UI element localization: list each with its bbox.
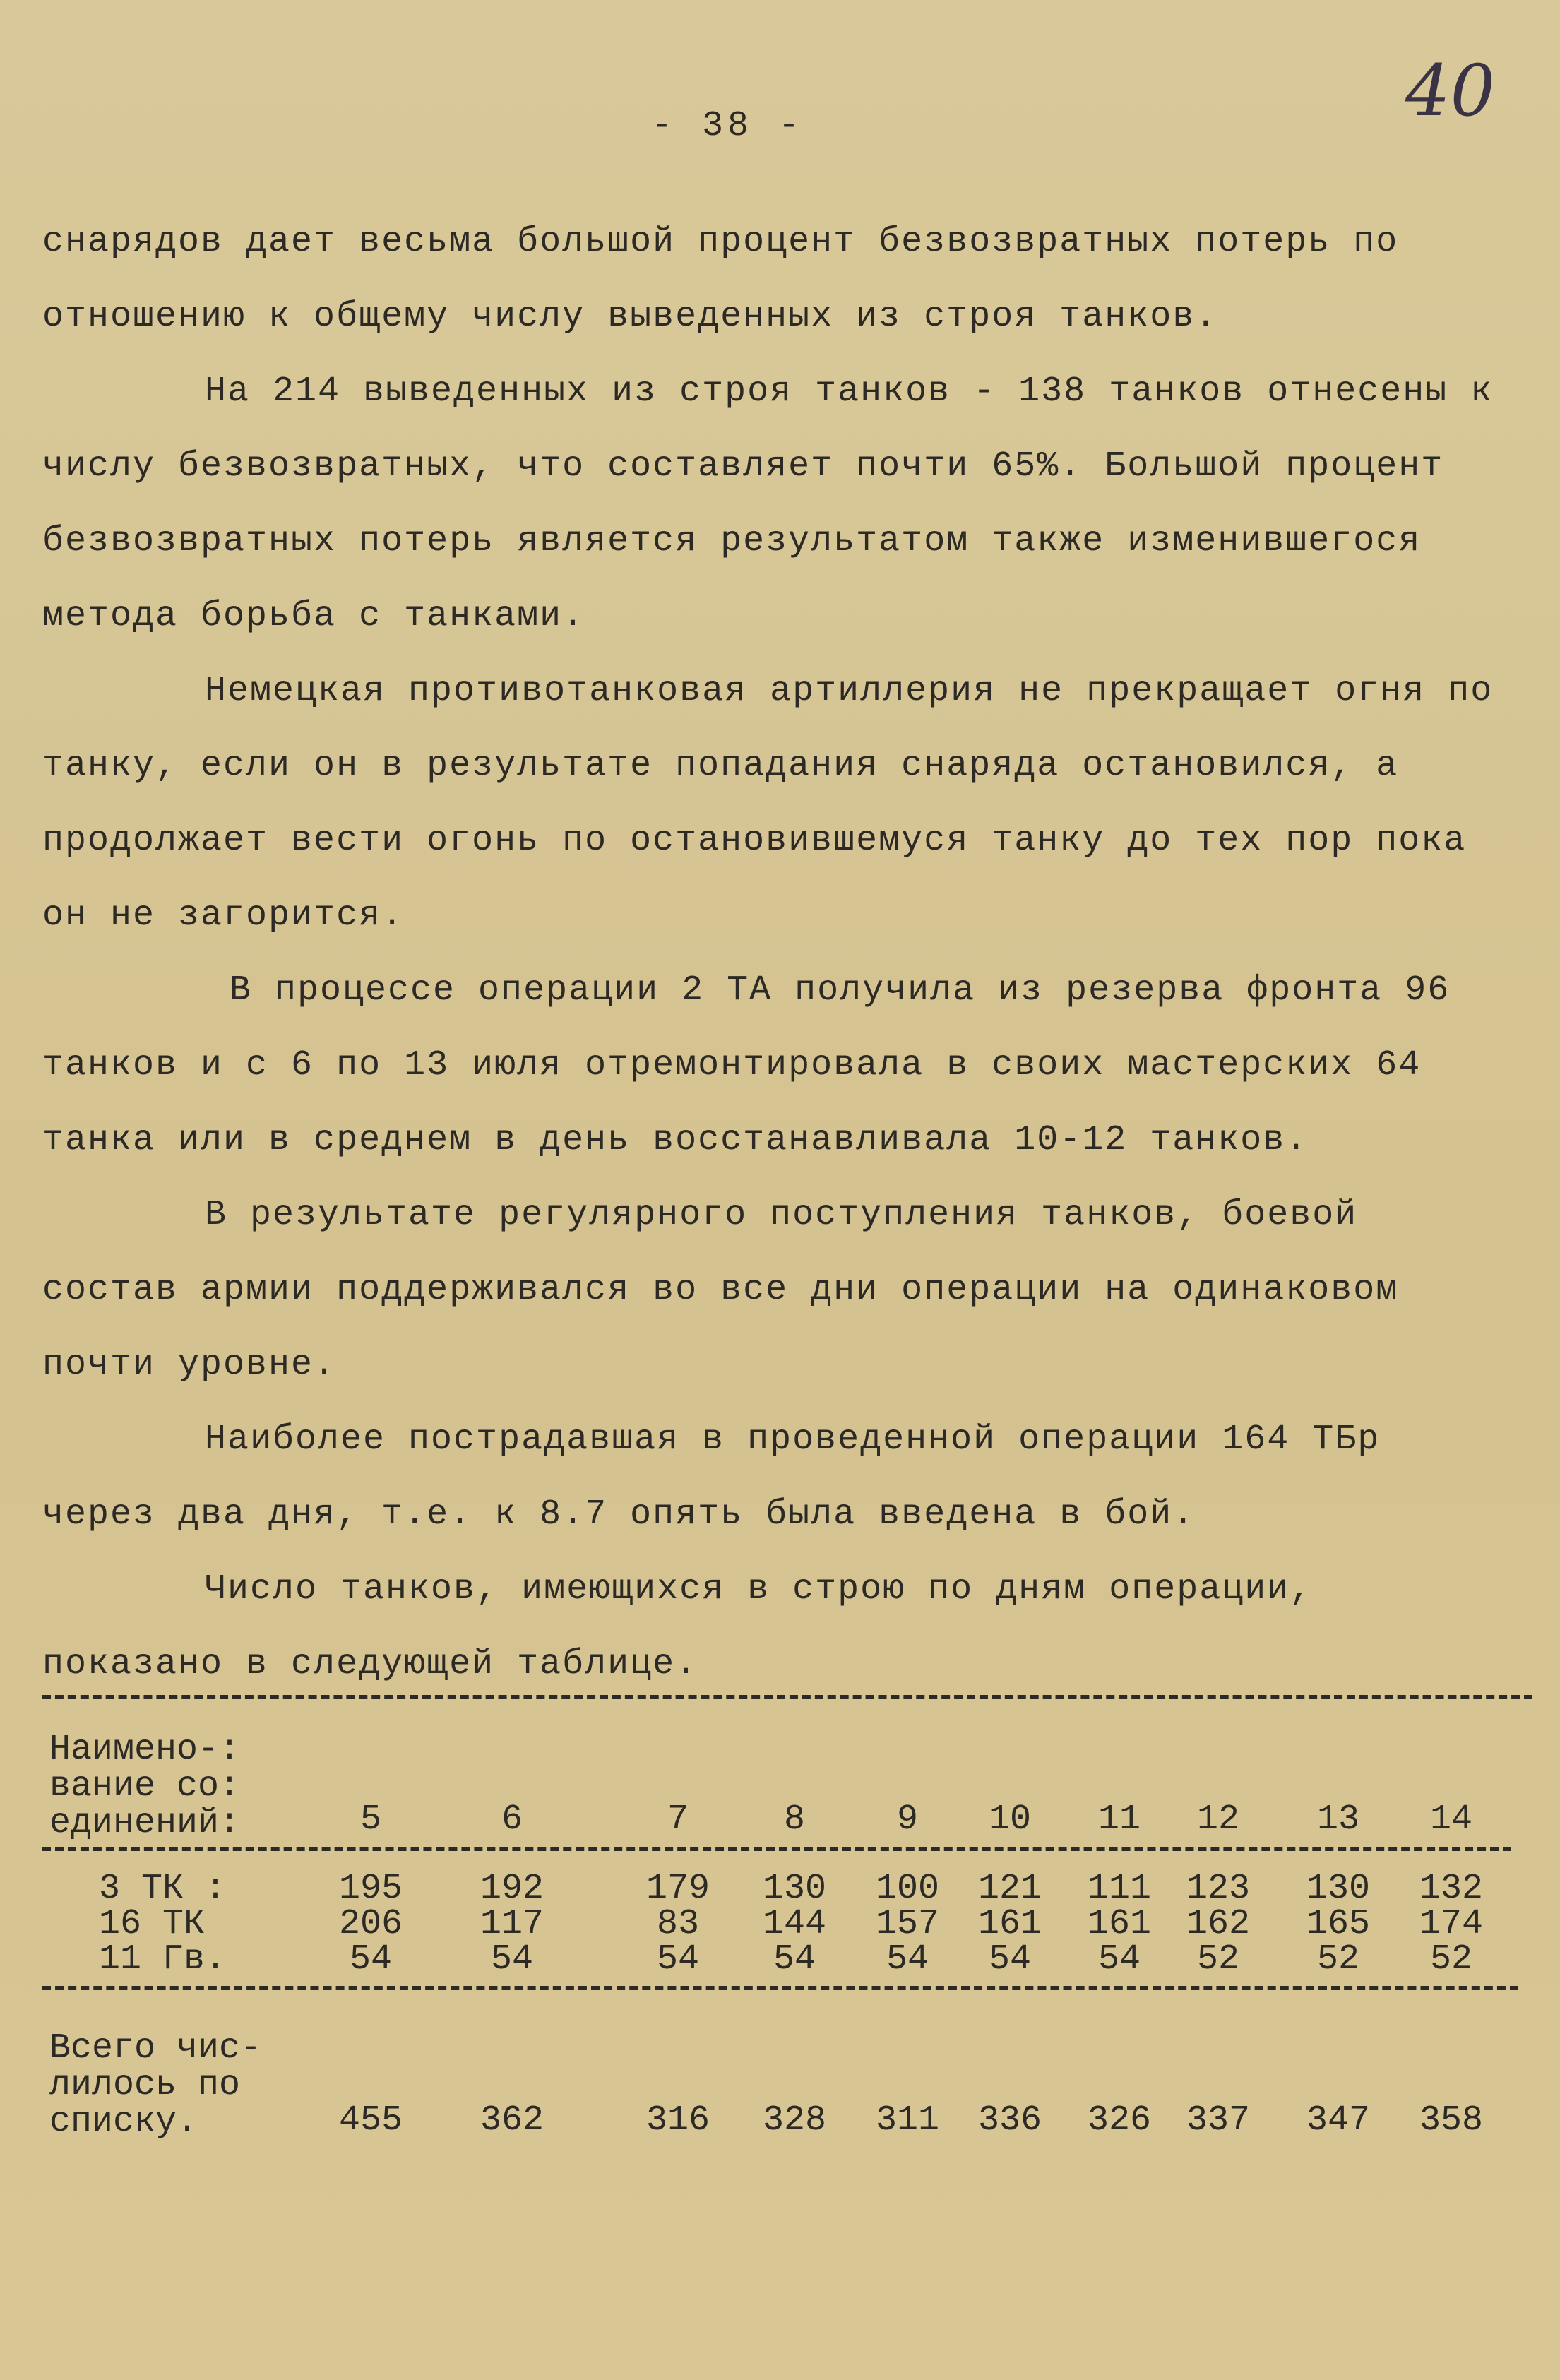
table-cell: 54 <box>988 1939 1031 1980</box>
day-header: 13 <box>1316 1799 1359 1840</box>
table-cell: 52 <box>1316 1939 1359 1980</box>
total-cell: 358 <box>1419 2100 1483 2141</box>
table-totals-rule <box>42 1986 1518 1990</box>
day-header: 7 <box>667 1799 689 1840</box>
day-header: 8 <box>783 1799 805 1840</box>
table-cell: 195 <box>338 1869 403 1909</box>
totals-label: Всего чис- лилось по списку. <box>49 2028 262 2142</box>
table-cell: 54 <box>773 1939 816 1980</box>
total-cell: 347 <box>1306 2100 1370 2141</box>
table-cell: 123 <box>1186 1869 1250 1909</box>
day-header: 11 <box>1097 1799 1141 1840</box>
paragraph: На 214 выведенных из строя танков - 138 танков отнесены к числу безвозвратных, что составляет почти 65%. Большой процент безвозвратных потерь является результатом также изменившегося метода борьба с танками. <box>42 371 1494 636</box>
total-cell: 337 <box>1186 2100 1250 2141</box>
paragraph: снарядов дает весьма большой процент безвозвратных потерь по отношению к общему числу выведенных из строя танков. <box>42 222 1399 337</box>
total-cell: 326 <box>1087 2100 1151 2141</box>
total-cell: 336 <box>977 2100 1042 2141</box>
row-label-16tk: 16 ТК <box>99 1904 206 1944</box>
table-cell: 174 <box>1419 1904 1483 1944</box>
table-cell: 165 <box>1306 1904 1370 1944</box>
total-cell: 455 <box>338 2100 403 2141</box>
table-cell: 117 <box>480 1904 544 1944</box>
table-cell: 52 <box>1429 1939 1472 1980</box>
table-cell: 132 <box>1419 1869 1483 1909</box>
paragraph: Наиболее пострадавшая в проведенной операции 164 ТБр через два дня, т.е. к 8.7 опять была введена в бой. <box>42 1420 1381 1535</box>
table-cell: 206 <box>338 1904 403 1944</box>
total-cell: 328 <box>762 2100 826 2141</box>
table-header-label: Наимено-: вание со: единений: <box>49 1730 241 1843</box>
table-cell: 144 <box>762 1904 826 1944</box>
day-header: 9 <box>896 1799 918 1840</box>
table-cell: 54 <box>1097 1939 1141 1980</box>
archive-folio-number: 40 <box>1405 49 1496 132</box>
day-header: 6 <box>501 1799 523 1840</box>
day-header: 12 <box>1196 1799 1239 1840</box>
paragraph: В процессе операции 2 ТА получила из резерва фронта 96 танков и с 6 по 13 июля отремонтировала в своих мастерских 64 танка или в среднем в день восстанавливала 10-12 танков. <box>42 970 1451 1160</box>
day-header: 14 <box>1429 1799 1472 1840</box>
total-cell: 362 <box>480 2100 544 2141</box>
paragraph: Число танков, имеющихся в строю по дням операции, показано в следующей таблице. <box>42 1569 1313 1684</box>
table-cell: 54 <box>886 1939 929 1980</box>
table-cell: 54 <box>656 1939 699 1980</box>
table-cell: 111 <box>1087 1869 1151 1909</box>
table-top-rule <box>42 1695 1532 1699</box>
table-cell: 83 <box>656 1904 699 1944</box>
row-label-11gv: 11 Гв. <box>99 1939 227 1980</box>
table-cell: 157 <box>875 1904 939 1944</box>
total-cell: 316 <box>645 2100 710 2141</box>
table-header-rule <box>42 1847 1511 1851</box>
table-cell: 54 <box>490 1939 533 1980</box>
table-cell: 192 <box>480 1869 544 1909</box>
total-cell: 311 <box>875 2100 939 2141</box>
row-label-3tk: 3 ТК : <box>99 1869 227 1909</box>
body-text <box>42 205 1511 1702</box>
table-cell: 161 <box>1087 1904 1151 1944</box>
table-cell: 121 <box>977 1869 1042 1909</box>
paragraph: Немецкая противотанковая артиллерия не прекращает огня по танку, если он в результате попадания снаряда остановился, а продолжает вести огонь по остановившемуся танку до тех пор пока он не загорится. <box>42 671 1494 936</box>
table-cell: 179 <box>645 1869 710 1909</box>
table-cell: 161 <box>977 1904 1042 1944</box>
day-header: 5 <box>359 1799 381 1840</box>
table-cell: 100 <box>875 1869 939 1909</box>
table-cell: 54 <box>349 1939 392 1980</box>
table-cell: 52 <box>1196 1939 1239 1980</box>
table-cell: 130 <box>1306 1869 1370 1909</box>
day-header: 10 <box>988 1799 1031 1840</box>
page-number: - 38 - <box>650 106 804 146</box>
paragraph: В результате регулярного поступления танков, боевой состав армии поддерживался во все дни операции на одинаковом почти уровне. <box>42 1195 1399 1385</box>
table-cell: 130 <box>762 1869 826 1909</box>
table-cell: 162 <box>1186 1904 1250 1944</box>
